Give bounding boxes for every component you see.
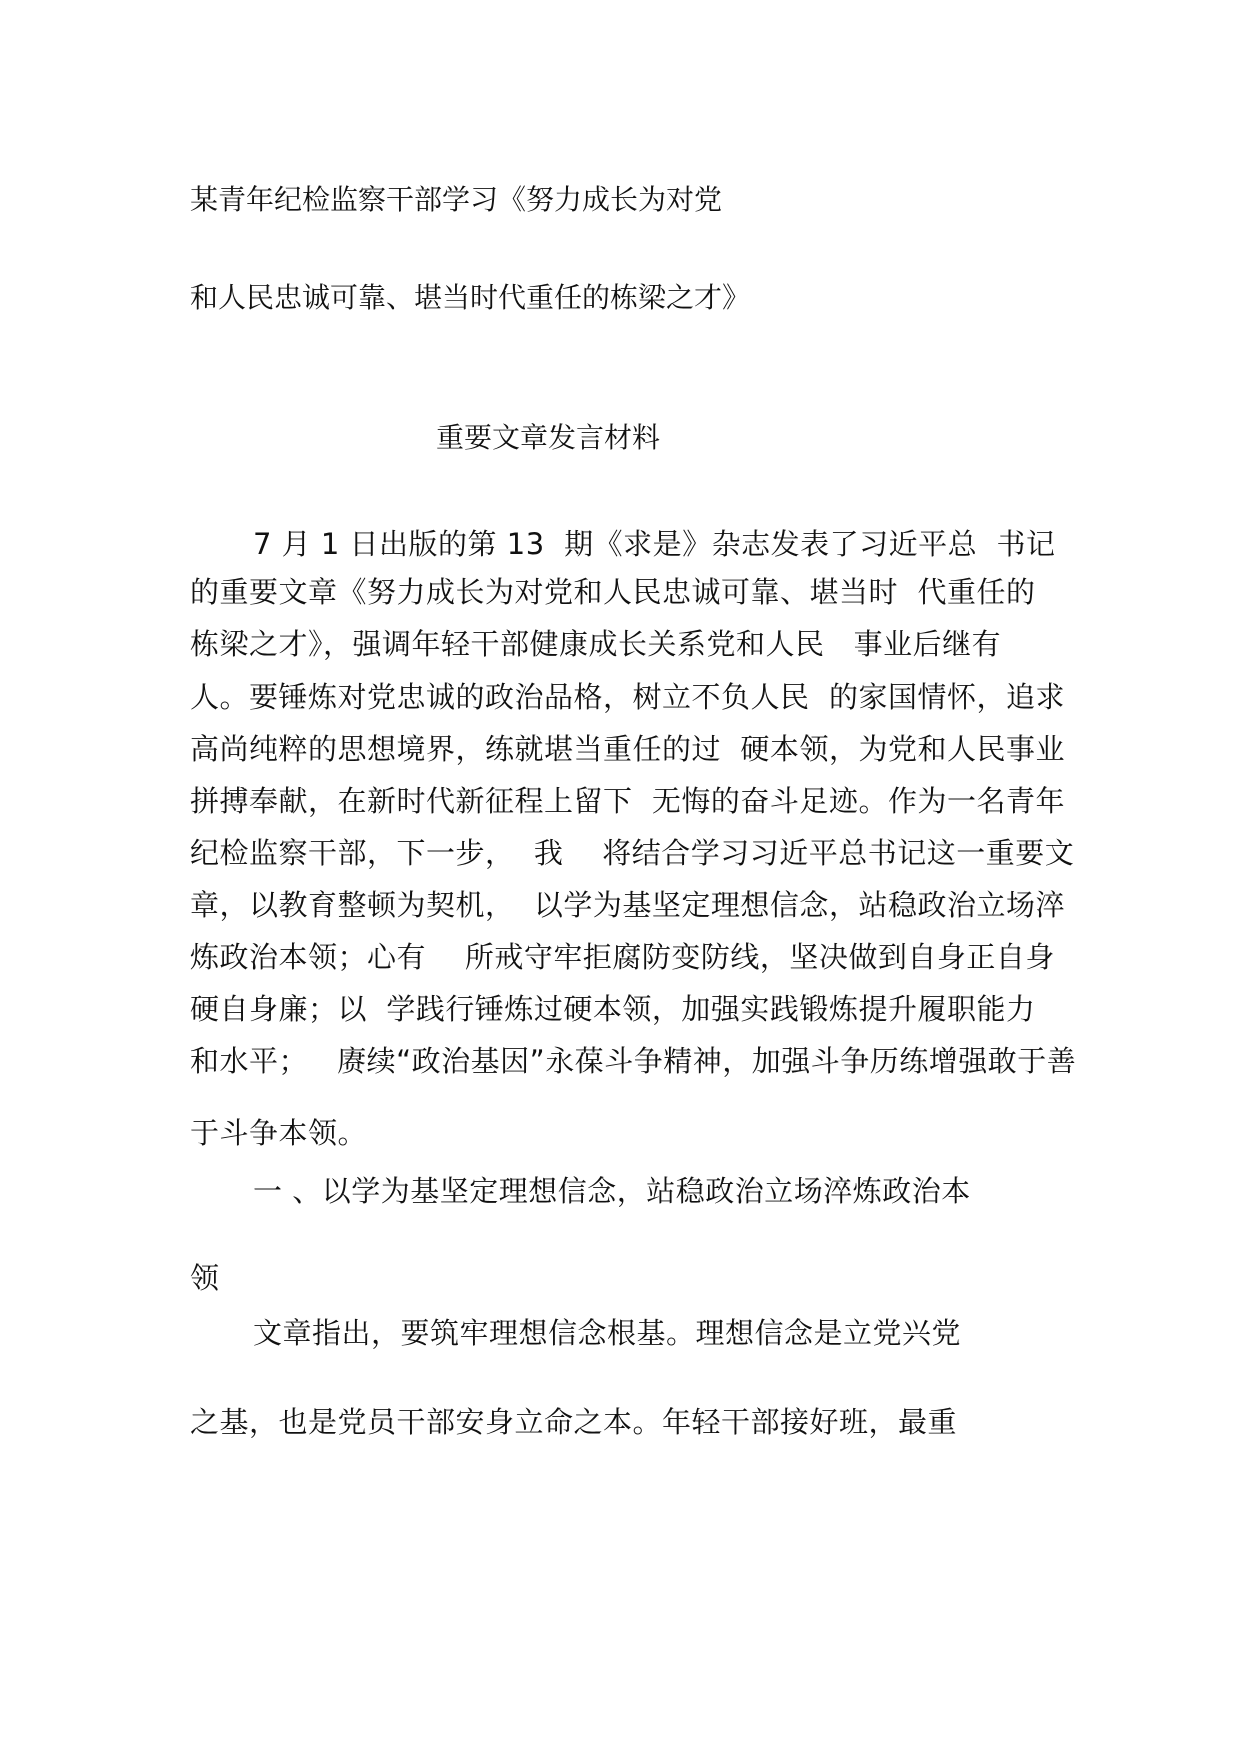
subtitle: 重要文章发言材料	[436, 421, 661, 454]
intro-line-8: 章，以教育整顿为契机， 以学为基坚定理想信念，站稳政治立场淬	[190, 888, 1065, 922]
intro-line-10: 硬自身廉；以 学践行锤炼过硬本领，加强实践锻炼提升履职能力	[190, 992, 1036, 1026]
intro-line-1: 7 月 1 日出版的第 13 期《求是》杂志发表了习近平总 书记	[253, 527, 1056, 561]
intro-line-6: 拼搏奉献，在新时代新征程上留下 无悔的奋斗足迹。作为一名青年	[190, 784, 1065, 818]
intro-line-4: 人。要锤炼对党忠诚的政治品格，树立不负人民 的家国情怀，追求	[190, 680, 1065, 714]
section-heading-line-2: 领	[190, 1261, 220, 1295]
section-heading-line-1: 一 、以学为基坚定理想信念，站稳政治立场淬炼政治本	[253, 1174, 971, 1208]
section-para-line-1: 文章指出，要筑牢理想信念根基。理想信念是立党兴党	[253, 1316, 962, 1350]
intro-line-7: 纪检监察干部，下一步， 我 将结合学习习近平总书记这一重要文	[190, 836, 1075, 870]
intro-line-3: 栋梁之才》，强调年轻干部健康成长关系党和人民 事业后继有	[190, 627, 1002, 661]
intro-line-11: 和水平； 赓续“政治基因”永葆斗争精神，加强斗争历练增强敢于善	[190, 1044, 1077, 1078]
title-line-1: 某青年纪检监察干部学习《努力成长为对党	[190, 183, 723, 216]
intro-line-12: 于斗争本领。	[190, 1116, 368, 1150]
section-para-line-2: 之基，也是党员干部安身立命之本。年轻干部接好班，最重	[190, 1405, 958, 1439]
intro-line-9: 炼政治本领；心有 所戒守牢拒腐防变防线，坚决做到自身正自身	[190, 940, 1055, 974]
intro-line-5: 高尚纯粹的思想境界，练就堪当重任的过 硬本领，为党和人民事业	[190, 732, 1065, 766]
intro-line-2: 的重要文章《努力成长为对党和人民忠诚可靠、堪当时 代重任的	[190, 575, 1036, 609]
title-line-2: 和人民忠诚可靠、堪当时代重任的栋梁之才》	[190, 281, 751, 314]
